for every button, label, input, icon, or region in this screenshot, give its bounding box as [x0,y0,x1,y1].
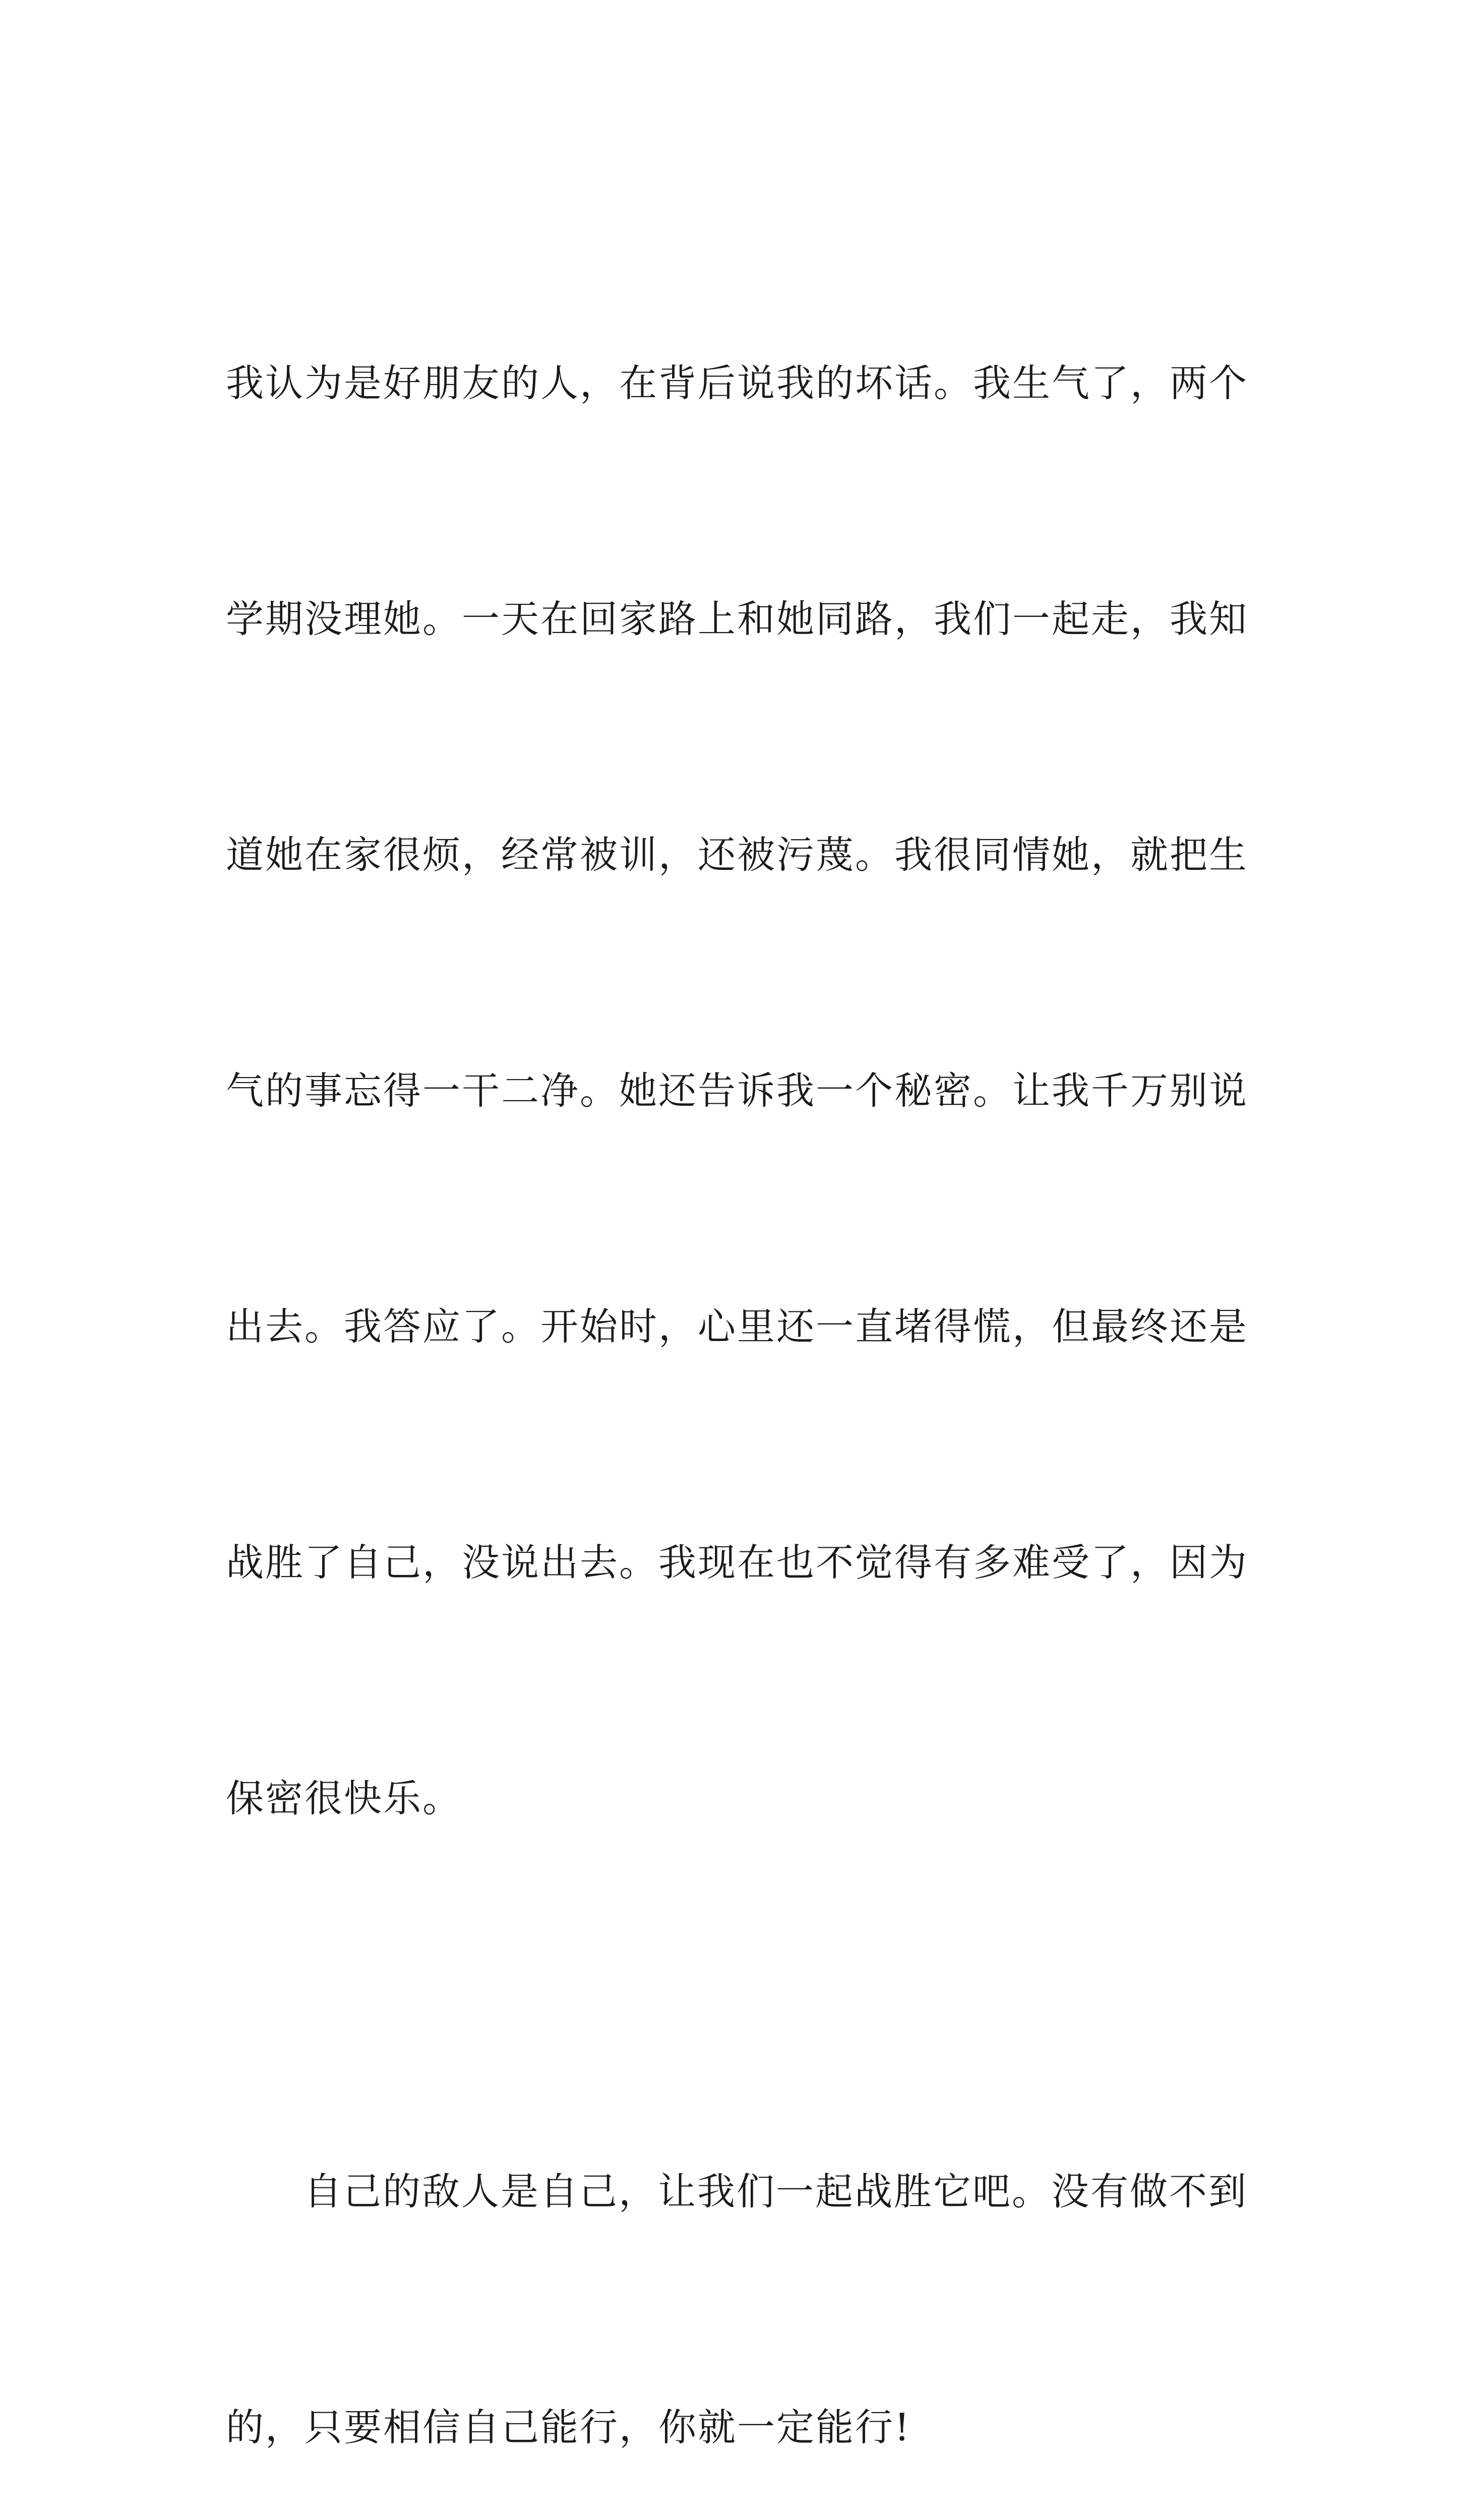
text-line: 战胜了自己，没说出去。我现在也不觉得有多难受了，因为 [226,1540,1249,1585]
text-line: 道她在家很烦，经常被训，还被污蔑。我很同情她，就把生 [226,833,1249,877]
text-line: 我认为是好朋友的人，在背后说我的坏话。我生气了，两个 [226,361,1249,405]
text-line: 学期没理她。一天在回家路上和她同路，我们一起走，我知 [226,597,1249,641]
body-text [226,186,1249,2520]
text-line: 出去。我答应了。开始时，心里还一直堵得慌，但最终还是 [226,1304,1249,1349]
text-line: 保密很快乐。 [226,1776,462,1820]
text-line: 气的事忘得一干二净。她还告诉我一个秘密。让我千万别说 [226,1068,1249,1113]
paragraph-friend-secret [226,186,1249,1995]
paragraph-conclusion [226,1995,1246,2520]
text-line: 自己的敌人是自己，让我们一起战胜它吧。没有做不到 [304,2169,1248,2214]
text-line: 的，只要相信自己能行，你就一定能行! [226,2405,911,2449]
